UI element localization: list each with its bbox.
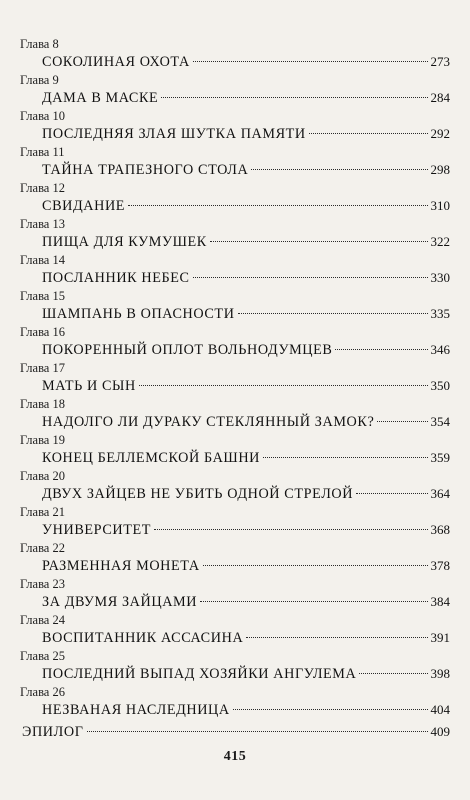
chapter-title-line — [18, 592, 450, 612]
chapter-title: КОНЕЦ БЕЛЛЕМСКОЙ БАШНИ — [42, 450, 261, 466]
chapter-title-line — [18, 628, 450, 648]
page-number: 368 — [430, 522, 450, 537]
toc-entry-chapter-22 — [18, 540, 450, 576]
toc-entry-chapter-12 — [18, 180, 450, 216]
dot-leader — [238, 313, 428, 314]
chapter-title-line — [18, 160, 450, 180]
toc-entry-chapter-25 — [18, 648, 450, 684]
chapter-label: Глава 25 — [20, 649, 65, 663]
dot-leader — [87, 731, 428, 732]
chapter-label: Глава 16 — [20, 325, 65, 339]
chapter-title-line — [18, 700, 450, 720]
chapter-label: Глава 8 — [20, 37, 59, 51]
toc-entry-chapter-20 — [18, 468, 450, 504]
dot-leader — [335, 349, 427, 350]
dot-leader — [154, 529, 427, 530]
toc-entry-chapter-18 — [18, 396, 450, 432]
chapter-title: СОКОЛИНАЯ ОХОТА — [42, 54, 190, 70]
dot-leader — [161, 97, 427, 98]
chapter-title-line — [18, 448, 450, 468]
page-folio-number: 415 — [223, 749, 247, 764]
chapter-title-line — [18, 196, 450, 216]
chapter-title-line — [18, 664, 450, 684]
dot-leader — [309, 133, 428, 134]
toc-entry-chapter-10 — [18, 108, 450, 144]
dot-leader — [246, 637, 427, 638]
toc-entry-chapter-21 — [18, 504, 450, 540]
toc-entry-chapter-15 — [18, 288, 450, 324]
chapter-title-line — [18, 520, 450, 540]
chapter-label: Глава 20 — [20, 469, 65, 483]
page-number: 310 — [430, 198, 450, 213]
chapter-title-line — [18, 124, 450, 144]
dot-leader — [263, 457, 427, 458]
chapter-title: ШАМПАНЬ В ОПАСНОСТИ — [42, 306, 235, 322]
chapter-title-line — [18, 88, 450, 108]
epilogue-title: ЭПИЛОГ — [22, 724, 84, 740]
dot-leader — [356, 493, 427, 494]
page-number: 335 — [430, 306, 450, 321]
chapter-label: Глава 21 — [20, 505, 65, 519]
page-number: 364 — [430, 486, 450, 501]
page-number: 404 — [430, 702, 450, 717]
toc-entry-chapter-26 — [18, 684, 450, 720]
chapter-label: Глава 18 — [20, 397, 65, 411]
dot-leader — [359, 673, 427, 674]
dot-leader — [233, 709, 428, 710]
epilogue-title-line — [18, 722, 450, 742]
page-number: 284 — [430, 90, 450, 105]
chapter-title: ДАМА В МАСКЕ — [42, 90, 159, 106]
chapter-title: МАТЬ И СЫН — [42, 378, 136, 394]
table-of-contents — [18, 36, 450, 742]
chapter-label: Глава 10 — [20, 109, 65, 123]
toc-entry-chapter-9 — [18, 72, 450, 108]
toc-entry-chapter-17 — [18, 360, 450, 396]
dot-leader — [139, 385, 428, 386]
chapter-title: ПОКОРЕННЫЙ ОПЛОТ ВОЛЬНОДУМЦЕВ — [42, 342, 333, 358]
chapter-title-line — [18, 556, 450, 576]
chapter-label: Глава 26 — [20, 685, 65, 699]
page-number: 378 — [430, 558, 450, 573]
chapter-title: ДВУХ ЗАЙЦЕВ НЕ УБИТЬ ОДНОЙ СТРЕЛОЙ — [42, 486, 354, 502]
chapter-title-line — [18, 376, 450, 396]
page-number: 359 — [430, 450, 450, 465]
chapter-title: СВИДАНИЕ — [42, 198, 126, 214]
toc-entry-chapter-23 — [18, 576, 450, 612]
chapter-label: Глава 23 — [20, 577, 65, 591]
dot-leader — [251, 169, 427, 170]
page-number: 292 — [430, 126, 450, 141]
chapter-label: Глава 15 — [20, 289, 65, 303]
toc-entry-chapter-16 — [18, 324, 450, 360]
chapter-title: ПИЩА ДЛЯ КУМУШЕК — [42, 234, 207, 250]
page-number: 398 — [430, 666, 450, 681]
chapter-label: Глава 24 — [20, 613, 65, 627]
toc-entry-chapter-14 — [18, 252, 450, 288]
dot-leader — [377, 421, 427, 422]
page-number: 298 — [430, 162, 450, 177]
chapter-title: ВОСПИТАННИК АССАСИНА — [42, 630, 244, 646]
chapter-title: ПОСЛЕДНИЙ ВЫПАД ХОЗЯЙКИ АНГУЛЕМА — [42, 666, 357, 682]
chapter-label: Глава 22 — [20, 541, 65, 555]
page-number: 346 — [430, 342, 450, 357]
toc-entry-chapter-19 — [18, 432, 450, 468]
chapter-title: НЕЗВАНАЯ НАСЛЕДНИЦА — [42, 702, 230, 718]
chapter-label: Глава 11 — [20, 145, 65, 159]
dot-leader — [193, 61, 428, 62]
chapter-title: РАЗМЕННАЯ МОНЕТА — [42, 558, 200, 574]
chapter-title-line — [18, 412, 450, 432]
chapter-title-line — [18, 484, 450, 504]
page-number: 322 — [430, 234, 450, 249]
toc-entry-chapter-8 — [18, 36, 450, 72]
dot-leader — [128, 205, 427, 206]
chapter-title: ТАЙНА ТРАПЕЗНОГО СТОЛА — [42, 162, 249, 178]
chapter-label: Глава 14 — [20, 253, 65, 267]
chapter-title: ПОСЛЕДНЯЯ ЗЛАЯ ШУТКА ПАМЯТИ — [42, 126, 306, 142]
chapter-title-line — [18, 304, 450, 324]
toc-entry-epilogue — [18, 722, 450, 742]
chapter-title-line — [18, 340, 450, 360]
page-number: 409 — [430, 724, 450, 739]
page-number: 330 — [430, 270, 450, 285]
page-number: 384 — [430, 594, 450, 609]
chapter-title: УНИВЕРСИТЕТ — [42, 522, 152, 538]
chapter-title: ПОСЛАННИК НЕБЕС — [42, 270, 190, 286]
page-number: 350 — [430, 378, 450, 393]
chapter-title-line — [18, 268, 450, 288]
chapter-label: Глава 9 — [20, 73, 59, 87]
chapter-label: Глава 12 — [20, 181, 65, 195]
chapter-label: Глава 17 — [20, 361, 65, 375]
chapter-title-line — [18, 232, 450, 252]
page-number: 354 — [430, 414, 450, 429]
chapter-title: НАДОЛГО ЛИ ДУРАКУ СТЕКЛЯННЫЙ ЗАМОК? — [42, 414, 375, 430]
chapter-label: Глава 13 — [20, 217, 65, 231]
chapter-label: Глава 19 — [20, 433, 65, 447]
toc-entry-chapter-11 — [18, 144, 450, 180]
page-number: 391 — [430, 630, 450, 645]
dot-leader — [210, 241, 428, 242]
chapter-title-line — [18, 52, 450, 72]
toc-entry-chapter-24 — [18, 612, 450, 648]
chapter-title: ЗА ДВУМЯ ЗАЙЦАМИ — [42, 594, 198, 610]
toc-entry-chapter-13 — [18, 216, 450, 252]
dot-leader — [193, 277, 428, 278]
dot-leader — [203, 565, 428, 566]
dot-leader — [200, 601, 427, 602]
page-number: 273 — [430, 54, 450, 69]
